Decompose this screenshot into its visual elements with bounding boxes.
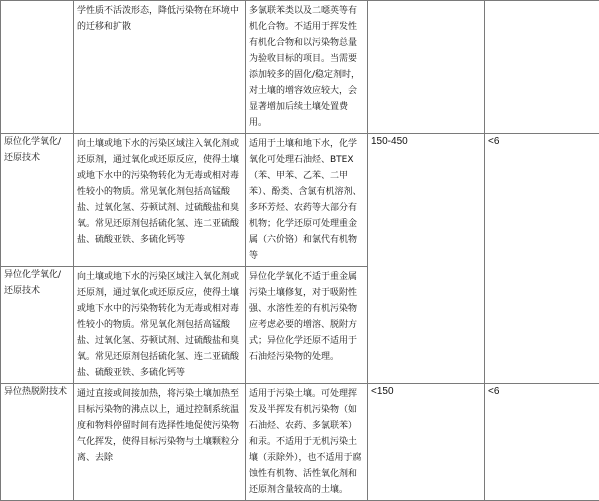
period-value: <6: [488, 386, 499, 397]
period-value: <6: [488, 136, 499, 147]
cost-cell: [368, 384, 485, 501]
technology-name-cell: [1, 267, 74, 384]
applicability-cell: [246, 1, 368, 134]
applicability-cell: [246, 267, 368, 384]
period-cell: [485, 134, 599, 384]
principle-text: 通过直接或间接加热，将污染土壤加热至目标污染物的沸点以上，通过控制系统温度和物料停留时间有选择性地促使污染物气化挥发，使得目标污染物与土壤颗粒分离、去除: [77, 384, 242, 468]
table-row: [1, 1, 599, 134]
applicability-text: 异位化学氧化不适于重金属污染土壤修复，对于吸附性强、水溶性差的有机污染物应考虑必要的增溶、脱附方式；异位化学还原不适用于石油烃污染物的处理。: [249, 267, 364, 367]
principle-text: 向土壤或地下水的污染区域注入氧化剂或还原剂，通过氧化或还原反应，使得土壤或地下水中的污染物转化为无毒或相对毒性较小的物质。常见氧化剂包括高锰酸盐、过氧化氢、芬顿试剂、过硫酸盐和臭氧。常见还原剂包括硫化氢、连二亚硫酸盐、硫酸亚铁、多硫化钙等: [77, 267, 242, 383]
period-cell: [485, 384, 599, 501]
table-row: [1, 384, 599, 501]
principle-cell: [74, 384, 246, 501]
applicability-cell: [246, 384, 368, 501]
applicability-text: 多氯联苯类以及二噁英等有机化合物。不适用于挥发性有机化合物和以污染物总量为验收目标的项目。当需要添加较多的固化/稳定剂时，对土壤的增容效应较大，会显著增加后续土壤处置费用。: [249, 1, 364, 133]
applicability-text: 适用于污染土壤。可处理挥发及半挥发有机污染物（如石油烃、农药、多氯联苯）和汞。不适用于无机污染土壤（汞除外），也不适用于腐蚀性有机物、活性氧化剂和还原剂含量较高的土壤。: [249, 384, 364, 500]
applicability-cell: [246, 134, 368, 267]
cost-value: <150: [371, 386, 394, 397]
principle-cell: [74, 134, 246, 267]
principle-cell: [74, 1, 246, 134]
technology-name: 原位化学氧化/还原技术: [4, 134, 70, 166]
cost-cell: [368, 1, 485, 134]
applicability-text: 适用于土壤和地下水，化学氧化可处理石油烃、BTEX（苯、甲苯、乙苯、二甲苯）、酚类、含氯有机溶剂、多环芳烃、农药等大部分有机物；化学还原可处理重金属（六价铬）和氯代有机物等: [249, 134, 364, 266]
technology-name-cell: [1, 1, 74, 134]
technology-name: 异位化学氧化/还原技术: [4, 267, 70, 299]
principle-text: 学性质不活泼形态，降低污染物在环境中的迁移和扩散: [77, 1, 242, 37]
table-row: [1, 134, 599, 267]
period-cell: [485, 1, 599, 134]
technology-name: 异位热脱附技术: [4, 384, 70, 400]
cost-value: 150-450: [371, 136, 408, 147]
cost-cell: [368, 134, 485, 384]
technology-name-cell: [1, 384, 74, 501]
technology-name-cell: [1, 134, 74, 267]
principle-text: 向土壤或地下水的污染区域注入氧化剂或还原剂，通过氧化或还原反应，使得土壤或地下水中的污染物转化为无毒或相对毒性较小的物质。常见氧化剂包括高锰酸盐、过氧化氢、芬顿试剂、过硫酸盐和臭氧。常见还原剂包括硫化氢、连二亚硫酸盐、硫酸亚铁、多硫化钙等: [77, 134, 242, 250]
principle-cell: [74, 267, 246, 384]
